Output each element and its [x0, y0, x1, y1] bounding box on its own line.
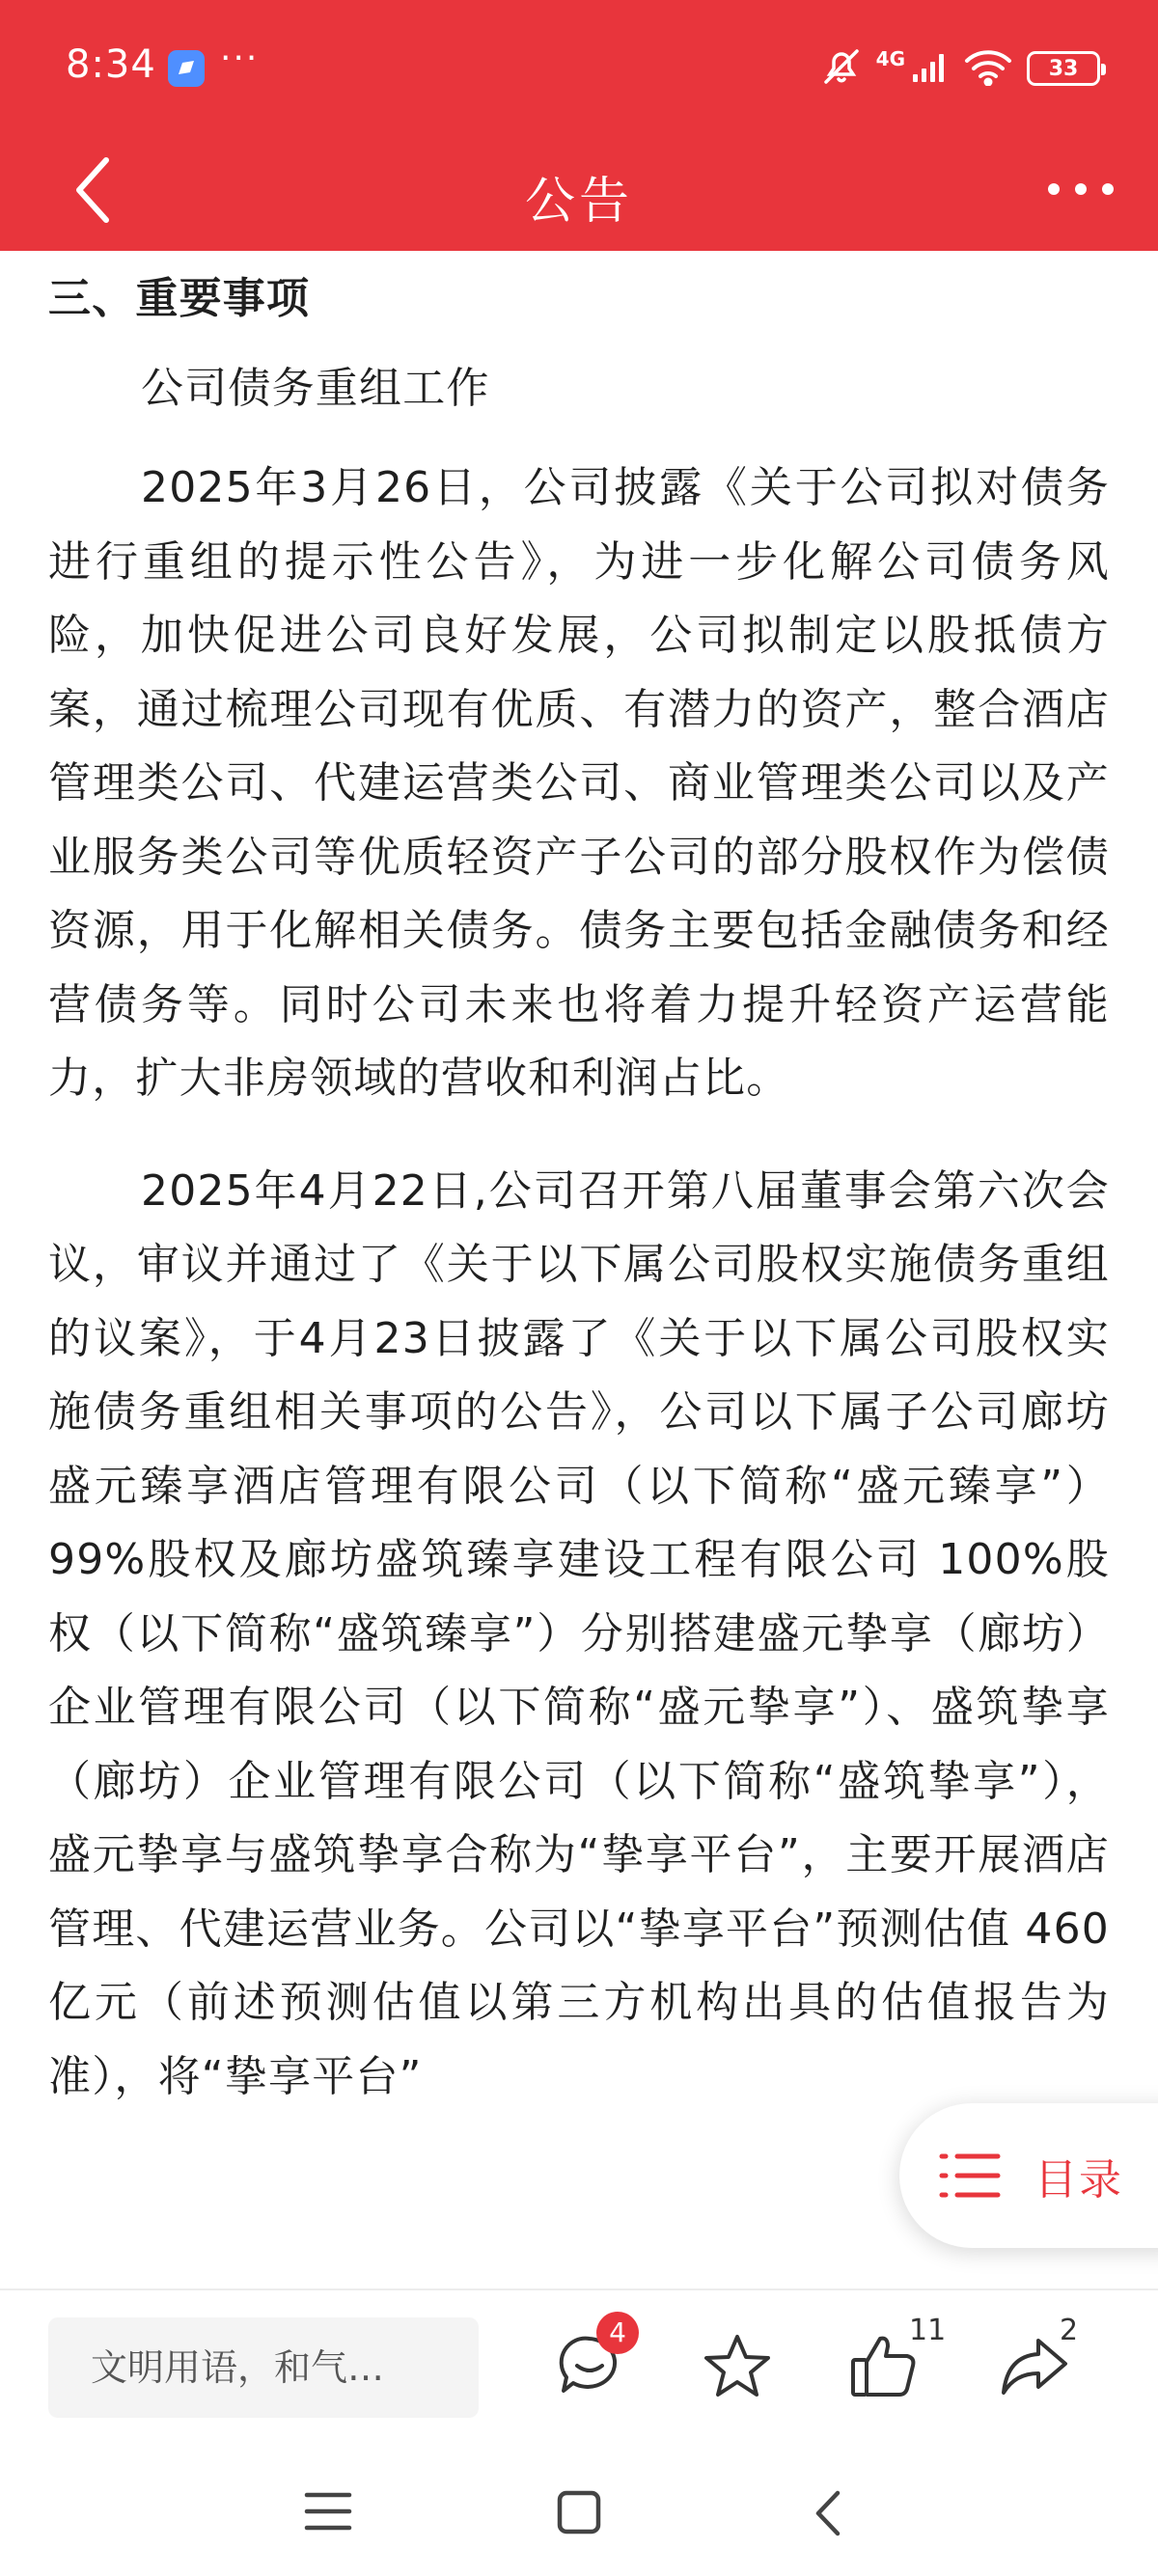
mute-icon [820, 45, 863, 92]
nav-back-button[interactable] [782, 2474, 878, 2551]
system-nav-bar [0, 2447, 1158, 2576]
list-icon [938, 2151, 1002, 2201]
comment-button[interactable] [548, 2316, 635, 2406]
comment-count-badge: 4 [596, 2312, 639, 2354]
signal-icon [911, 49, 950, 88]
page-title: 公告 [524, 173, 633, 231]
status-bar [0, 0, 1158, 135]
like-button[interactable] [841, 2314, 947, 2406]
more-options-button[interactable] [1042, 170, 1119, 208]
share-count: 2 [1060, 2314, 1079, 2347]
nav-home-button[interactable] [531, 2474, 627, 2551]
toc-button[interactable] [899, 2103, 1158, 2248]
article-subheading: 公司债务重组工作 [141, 364, 490, 413]
section-heading: 三、重要事项 [48, 274, 311, 323]
more-dots-icon [1042, 170, 1119, 208]
comment-input[interactable]: 文明用语，和气… [48, 2317, 479, 2418]
battery-level: 33 [1048, 56, 1079, 81]
wifi-icon [963, 47, 1013, 90]
like-count: 11 [909, 2314, 947, 2347]
article-paragraph: 2025年3月26日，公司披露《关于公司拟对债务进行重组的提示性公告》，为进一步化解公司债务风险，加快促进公司良好发展，公司拟制定以股抵债方案，通过梳理公司现有优质、有潜力的资产，整合酒店管理类公司、代建运营类公司、商业管理类公司以及产业服务类公司等优质轻资产子公司的部分股权作为偿债资源，用于化解相关债务。债务主要包括金融债务和经营债务等。同时公司未来也将着力提升轻资产运营能力，扩大非房领域的营收和利润占比。 [48, 463, 1110, 1103]
network-type: 4G [875, 47, 905, 70]
battery-icon [1027, 51, 1100, 86]
share-button[interactable] [992, 2314, 1079, 2406]
menu-lines-icon [301, 2489, 355, 2534]
action-bar [0, 2288, 1158, 2447]
status-icons [820, 46, 1100, 91]
square-home-icon [552, 2489, 606, 2537]
toc-label: 目录 [1034, 2155, 1123, 2205]
favorite-button[interactable] [695, 2319, 782, 2406]
title-bar [0, 135, 1158, 251]
app-header [0, 0, 1158, 251]
message-app-icon [168, 50, 205, 87]
article-paragraph: 2025年4月22日,公司召开第八届董事会第六次会议，审议并通过了《关于以下属公司股权实施债务重组的议案》，于4月23日披露了《关于以下属公司股权实施债务重组相关事项的公告》，公司以下属子公司廊坊盛元臻享酒店管理有限公司（以下简称“盛元臻享”）99%股权及廊坊盛筑臻享建设工程有限公司 100%股权（以下简称“盛筑臻享”）分别搭建盛元挚享（廊坊）企业管理有限公司（以下简称“盛元挚享”）、盛筑挚享（廊坊）企业管理有限公司（以下简称“盛筑挚享”），盛元挚享与盛筑挚享合称为“挚享平台”，主要开展酒店管理、代建运营业务。公司以“挚享平台”预测估值 460亿元（前述预测估值以第三方机构出具的估值报告为准），将“挚享平台” [48, 1165, 1110, 2101]
nav-recents-button[interactable] [280, 2474, 376, 2551]
article-content [48, 251, 1110, 2288]
chevron-left-icon [803, 2489, 857, 2537]
notification-more-dots: ··· [220, 39, 260, 78]
star-icon [703, 2333, 772, 2398]
status-time: 8:34 [66, 42, 156, 87]
